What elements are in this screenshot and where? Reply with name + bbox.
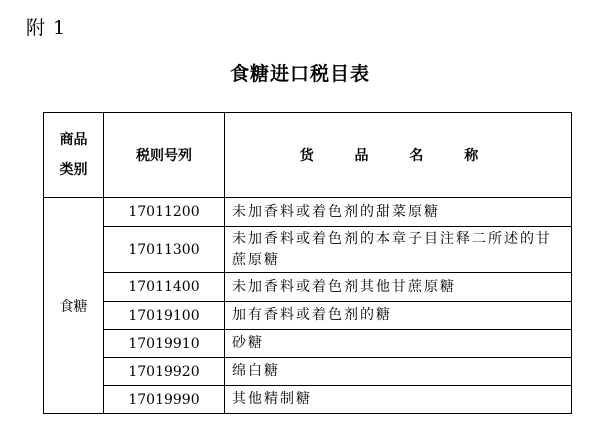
tariff-code-cell: 17019990 bbox=[104, 386, 225, 414]
table-row bbox=[44, 358, 572, 386]
table-header-row bbox=[44, 113, 572, 198]
tariff-code-cell: 17019910 bbox=[104, 330, 225, 358]
appendix-label: 附 1 bbox=[26, 17, 67, 39]
tariff-code-cell: 17011400 bbox=[104, 273, 225, 302]
table-row bbox=[44, 227, 572, 273]
goods-name-cell: 未加香料或着色剂的本章子目注释二所述的甘蔗原糖 bbox=[225, 227, 572, 273]
tariff-code-cell: 17011200 bbox=[104, 198, 225, 227]
header-goods-name bbox=[225, 113, 572, 198]
table-row bbox=[44, 330, 572, 358]
header-goods-name-text: 货 品 名 称 bbox=[299, 148, 497, 164]
goods-name-cell: 未加香料或着色剂其他甘蔗原糖 bbox=[225, 273, 572, 302]
table-row bbox=[44, 273, 572, 302]
tariff-code-cell: 17011300 bbox=[104, 227, 225, 273]
table-row bbox=[44, 302, 572, 330]
header-category-line1: 商品 bbox=[59, 132, 88, 148]
tariff-code-cell: 17019920 bbox=[104, 358, 225, 386]
header-category-line2: 类别 bbox=[59, 162, 88, 178]
goods-name-cell: 未加香料或着色剂的甜菜原糖 bbox=[225, 198, 572, 227]
goods-name-cell: 其他精制糖 bbox=[225, 386, 572, 414]
goods-name-cell: 绵白糖 bbox=[225, 358, 572, 386]
document-title: 食糖进口税目表 bbox=[229, 63, 370, 85]
header-category bbox=[44, 113, 104, 198]
goods-name-cell: 加有香料或着色剂的糖 bbox=[225, 302, 572, 330]
tariff-table bbox=[43, 112, 572, 414]
goods-name-cell: 砂糖 bbox=[225, 330, 572, 358]
tariff-code-cell: 17019100 bbox=[104, 302, 225, 330]
table-row bbox=[44, 386, 572, 414]
category-cell: 食糖 bbox=[44, 198, 104, 414]
table-row bbox=[44, 198, 572, 227]
header-tariff-code: 税则号列 bbox=[104, 113, 225, 198]
